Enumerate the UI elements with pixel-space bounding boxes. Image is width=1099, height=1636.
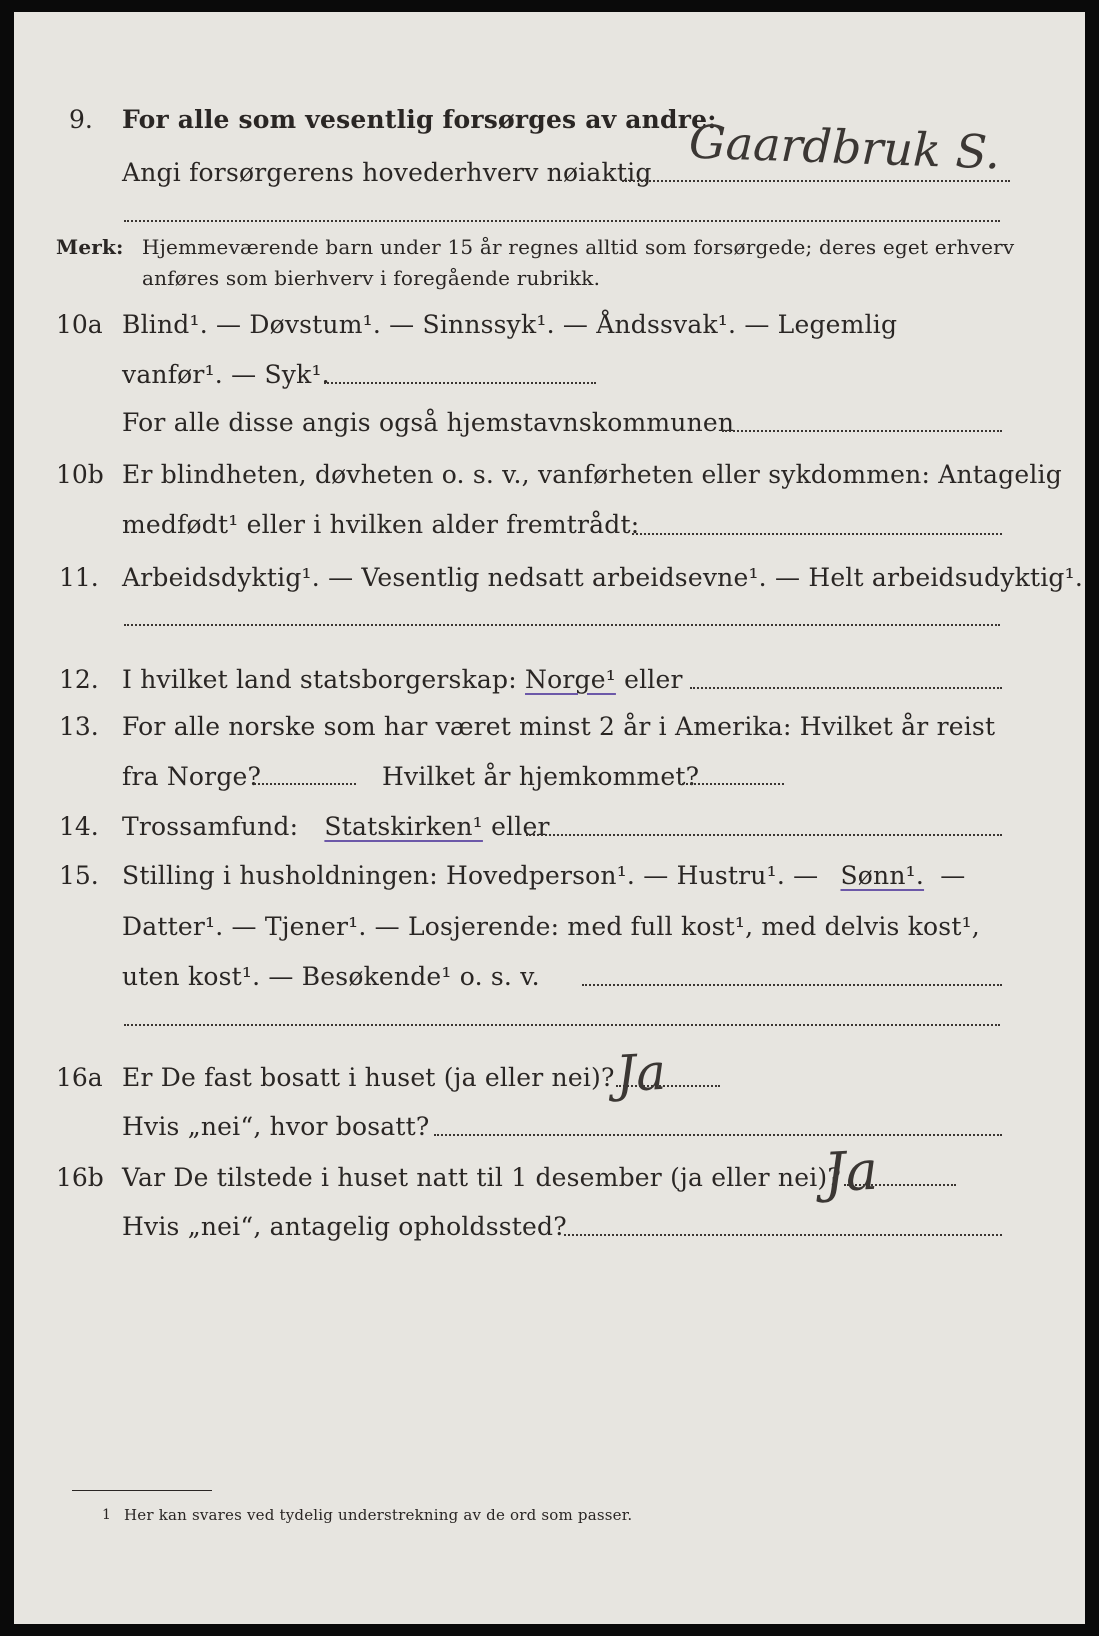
question-12-suffix: eller — [624, 665, 683, 694]
question-10b-line1: Er blindheten, døvheten o. s. v., vanførheten eller sykdommen: Antagelig — [122, 460, 1062, 489]
question-10a-syk-line — [324, 382, 596, 384]
question-10b-answer-line — [632, 533, 1002, 535]
footnote-text: Her kan svares ved tydelig understrekning av de ord som passer. — [124, 1506, 633, 1524]
question-16a-residence-line — [434, 1134, 1002, 1136]
question-16b-whereabouts-line — [564, 1234, 1002, 1236]
question-10b-line2: medfødt¹ eller i hvilken alder fremtrådt: — [122, 510, 640, 539]
question-16b-answer[interactable]: Ja — [822, 1138, 880, 1205]
question-10a-hometown-line — [722, 430, 1002, 432]
question-number-11: 11. — [59, 563, 99, 592]
question-16a-line2: Hvis „nei“, hvor bosatt? — [122, 1112, 430, 1141]
question-13-left-answer-line — [254, 783, 356, 785]
question-9-extra-line — [124, 220, 1000, 222]
question-number-10b: 10b — [56, 460, 104, 489]
question-16b-line2: Hvis „nei“, antagelig opholdssted? — [122, 1212, 567, 1241]
question-15-extra-line — [124, 1024, 1000, 1026]
question-13-line1: For alle norske som har været minst 2 år i Amerika: Hvilket år reist — [122, 712, 996, 741]
question-14-underlined-answer[interactable]: Statskirken¹ — [324, 812, 483, 841]
question-16b-line1: Var De tilstede i huset natt til 1 desember (ja eller nei)? — [122, 1163, 841, 1192]
question-16a-line1: Er De fast bosatt i huset (ja eller nei)? — [122, 1063, 615, 1092]
question-14-suffix: eller — [491, 812, 550, 841]
question-10a-line3: For alle disse angis også hjemstavnskommunen — [122, 408, 735, 437]
question-9-line2: Angi forsørgerens hovederhverv nøiaktig — [122, 158, 652, 187]
question-15-line3: uten kost¹. — Besøkende¹ o. s. v. — [122, 962, 540, 991]
question-15-underlined-answer[interactable]: Sønn¹. — [840, 861, 925, 890]
question-14-line — [122, 812, 550, 841]
footnote-rule — [72, 1490, 212, 1491]
census-form-page — [14, 12, 1085, 1624]
question-13-right-answer-line — [682, 783, 784, 785]
question-15-answer-line — [582, 984, 1002, 986]
question-9-answer-line — [622, 180, 1010, 182]
question-number-10a: 10a — [56, 310, 103, 339]
question-number-9: 9. — [69, 105, 93, 134]
question-11-line1: Arbeidsdyktig¹. — Vesentlig nedsatt arbeidsevne¹. — Helt arbeidsudyktig¹. — [122, 563, 1083, 592]
question-9-line1: For alle som vesentlig forsørges av andre: — [122, 105, 717, 134]
question-14-answer-line — [526, 834, 1002, 836]
question-11-answer-line — [124, 624, 1000, 626]
note-line2: anføres som bierhverv i foregående rubrikk. — [142, 266, 601, 290]
question-10a-line2: vanfør¹. — Syk¹. — [122, 360, 330, 389]
note-line1: Hjemmeværende barn under 15 år regnes alltid som forsørgede; deres eget erhverv — [142, 235, 1015, 259]
question-12-underlined-answer[interactable]: Norge¹ — [525, 665, 616, 694]
question-15-line1-dash: — — [940, 861, 966, 890]
question-15-line1-text: Stilling i husholdningen: Hovedperson¹. — Hustru¹. — — [122, 861, 819, 890]
question-14-prefix: Trossamfund: — [122, 812, 299, 841]
question-12-answer-line — [690, 687, 1002, 689]
question-15-line1 — [122, 861, 965, 890]
question-number-14: 14. — [59, 812, 99, 841]
question-number-16b: 16b — [56, 1163, 104, 1192]
question-number-12: 12. — [59, 665, 99, 694]
footnote-mark: 1 — [102, 1507, 112, 1523]
question-13-left-question: fra Norge? — [122, 762, 262, 791]
question-9-answer[interactable]: Gaardbruk S. — [688, 114, 1001, 180]
question-15-line2: Datter¹. — Tjener¹. — Losjerende: med full kost¹, med delvis kost¹, — [122, 912, 980, 941]
question-12-prefix: I hvilket land statsborgerskap: — [122, 665, 517, 694]
question-number-16a: 16a — [56, 1063, 103, 1092]
note-label: Merk: — [56, 235, 124, 259]
question-number-13: 13. — [59, 712, 99, 741]
question-13-right-question: Hvilket år hjemkommet? — [382, 762, 700, 791]
question-16a-answer[interactable]: Ja — [614, 1042, 668, 1104]
question-12-line — [122, 665, 683, 694]
question-number-15: 15. — [59, 861, 99, 890]
question-10a-line1: Blind¹. — Døvstum¹. — Sinnssyk¹. — Åndssvak¹. — Legemlig — [122, 310, 898, 339]
